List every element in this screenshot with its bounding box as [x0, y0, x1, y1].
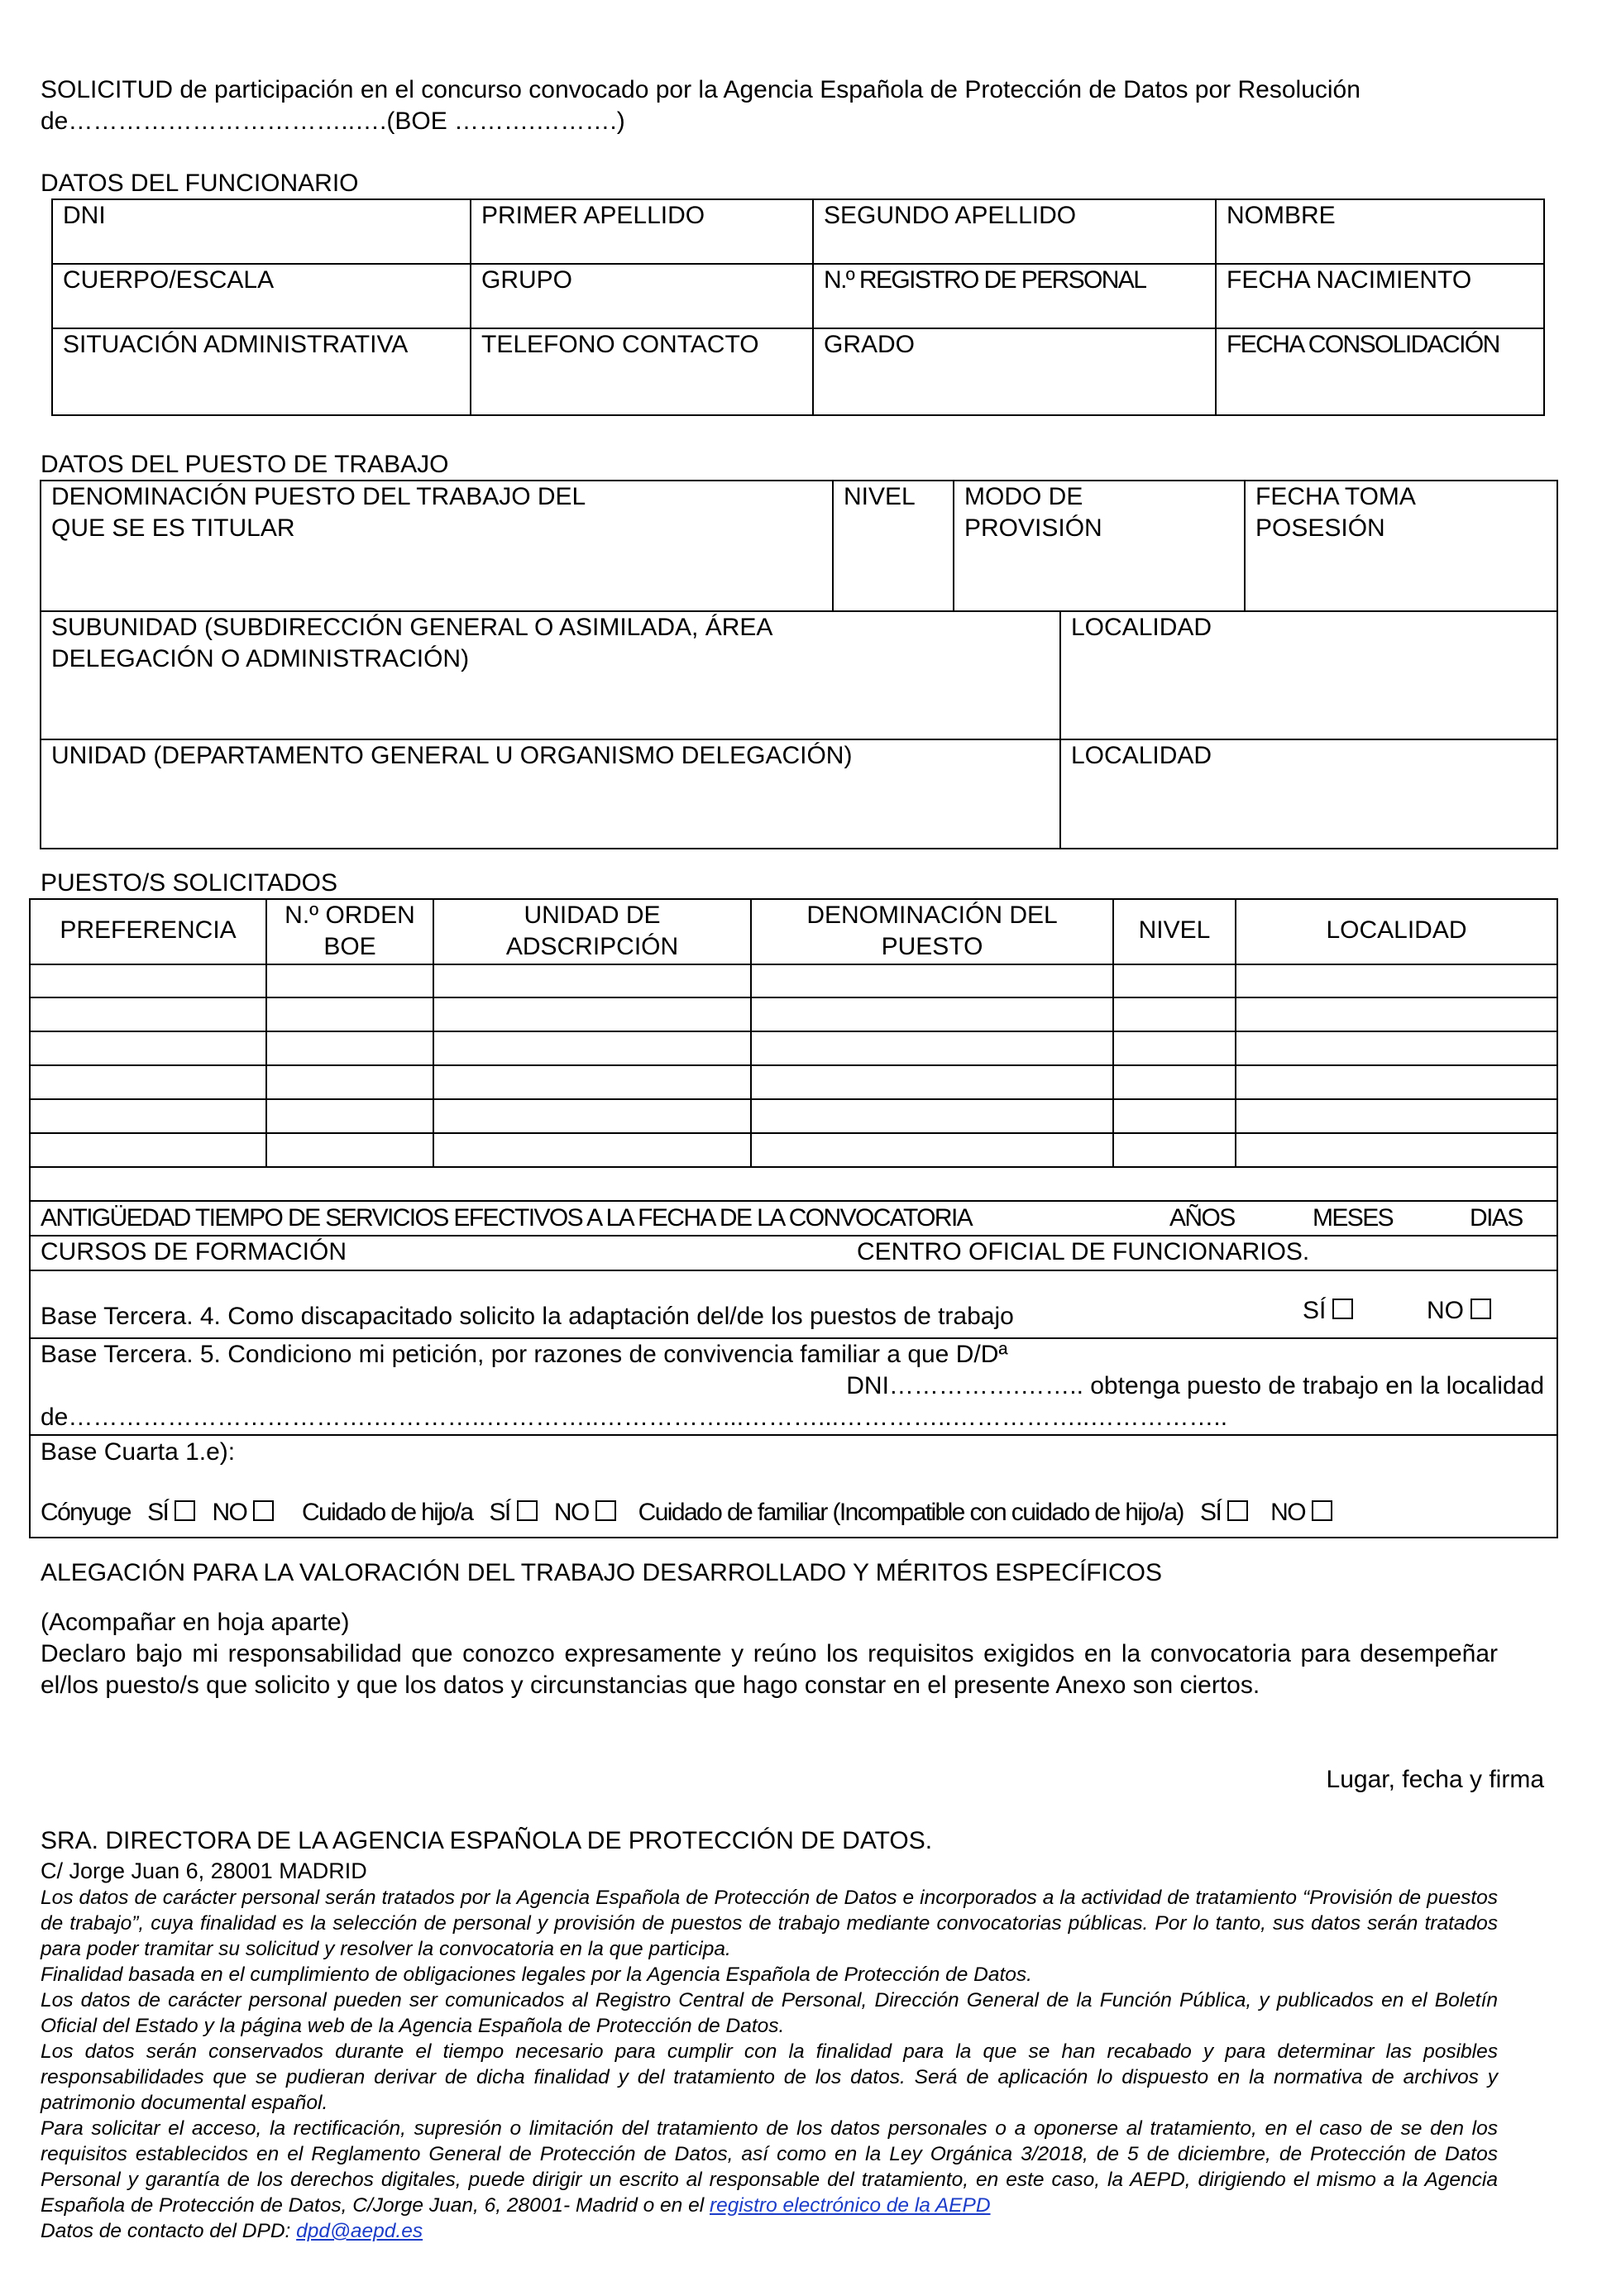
field-grupo: GRUPO: [481, 266, 573, 294]
antiguedad-dias: DIAS: [1470, 1204, 1523, 1232]
b4-si-option[interactable]: [1303, 1295, 1353, 1327]
registro-electronico-link[interactable]: registro electrónico de la AEPD: [710, 2194, 991, 2217]
field-denominacion-puesto-l2: QUE SE ES TITULAR: [51, 514, 295, 542]
b4-no-option[interactable]: [1427, 1295, 1491, 1327]
field-primer-apellido: PRIMER APELLIDO: [481, 202, 705, 229]
b4-si-label: SÍ: [1303, 1297, 1327, 1324]
field-denominacion-puesto-l1: DENOMINACIÓN PUESTO DEL TRABAJO DEL: [51, 483, 586, 510]
col-orden-l1: N.º ORDEN: [285, 902, 415, 929]
field-nivel: NIVEL: [844, 483, 916, 510]
cursos-formacion: CURSOS DE FORMACIÓN: [41, 1238, 347, 1265]
base-cuarta-options-row: [41, 1497, 1332, 1528]
header-line-2: de……………………………..….(BOE ……….……….): [41, 108, 625, 135]
field-situacion-administrativa: SITUACIÓN ADMINISTRATIVA: [63, 331, 409, 358]
col-denominacion-l2: PUESTO: [881, 933, 983, 960]
field-segundo-apellido: SEGUNDO APELLIDO: [824, 202, 1077, 229]
antiguedad-anios: AÑOS: [1169, 1204, 1235, 1232]
hijo-si-checkbox[interactable]: [517, 1500, 538, 1521]
field-cuerpo-escala: CUERPO/ESCALA: [63, 266, 275, 294]
b4-si-checkbox[interactable]: [1332, 1299, 1353, 1319]
conyuge-si-checkbox[interactable]: [175, 1500, 195, 1521]
dpd-email-link[interactable]: dpd@aepd.es: [296, 2220, 423, 2242]
col-unidad-l1: UNIDAD DE: [524, 902, 661, 929]
field-subunidad-l1: SUBUNIDAD (SUBDIRECCIÓN GENERAL O ASIMILADA, ÁREA: [51, 614, 773, 641]
col-unidad-l2: ADSCRIPCIÓN: [505, 933, 679, 960]
familiar-no-label: NO: [1270, 1499, 1305, 1526]
centro-oficial: CENTRO OFICIAL DE FUNCIONARIOS.: [857, 1238, 1310, 1265]
privacy-paragraph-5-text: Para solicitar el acceso, la rectificación, supresión o limitación del tratamiento de los datos personales o a oponerse al tratamiento, en el caso de se den los requisitos establecidos en el Reglamento General de Protección de Datos, así como en la Ley Orgánica 3/2018, de 5 de diciembre, de Protección de Datos Personal y garantía de los derechos digitales, puede dirigir un escrito al responsable del tratamiento, en este caso, la AEPD, dirigiendo el mismo a la Agencia Española de Protección de Datos, C/Jorge Juan, 6, 28001- Madrid o en el: [41, 2117, 1498, 2217]
cuidado-familiar-label: Cuidado de familiar (Incompatible con cuidado de hijo/a): [638, 1499, 1184, 1526]
lugar-fecha-firma: Lugar, fecha y firma: [1326, 1766, 1544, 1793]
base-tercera-5-l1: Base Tercera. 5. Condiciono mi petición, por razones de convivencia familiar a que D/Dª: [41, 1341, 1008, 1368]
familiar-si-label: SÍ: [1200, 1499, 1222, 1526]
privacy-paragraph-5: [41, 2116, 1498, 2218]
privacy-paragraph-1: Los datos de carácter personal serán tratados por la Agencia Española de Protección de Datos e incorporados a la actividad de tratamiento “Provisión de puestos de trabajo”, cuya finalidad es la selección de personal y provisión de puestos de trabajo mediante convocatorias públicas. Por lo tanto, sus datos serán tratados para poder tramitar su solicitud y resolver la convocatoria en la que participa.: [41, 1887, 1498, 1960]
declaracion-responsable: Declaro bajo mi responsabilidad que conozco expresamente y reúno los requisitos exigidos en la convocatoria para desempeñar el/los puesto/s que solicito y que los datos y circunstancias que hago constar en el presente Anexo son ciertos.: [41, 1640, 1498, 1699]
direccion-line: C/ Jorge Juan 6, 28001 MADRID: [41, 1858, 367, 1883]
col-localidad: LOCALIDAD: [1326, 916, 1467, 944]
base-cuarta: Base Cuarta 1.e):: [41, 1438, 236, 1466]
solicitados-title: PUESTO/S SOLICITADOS: [41, 869, 337, 897]
field-fecha-consolidacion: FECHA CONSOLIDACIÓN: [1227, 331, 1499, 358]
conyuge-label: Cónyuge: [41, 1499, 131, 1526]
col-denominacion-l1: DENOMINACIÓN DEL: [806, 902, 1058, 929]
antiguedad-meses: MESES: [1313, 1204, 1394, 1232]
familiar-si-checkbox[interactable]: [1227, 1500, 1248, 1521]
field-fecha-nacimiento: FECHA NACIMIENTO: [1227, 266, 1472, 294]
b4-no-label: NO: [1427, 1297, 1464, 1324]
field-telefono-contacto: TELEFONO CONTACTO: [481, 331, 759, 358]
field-modo-provision-l1: MODO DE: [964, 483, 1083, 510]
hijo-no-label: NO: [553, 1499, 589, 1526]
privacy-paragraph-3: Los datos de carácter personal pueden ser comunicados al Registro Central de Personal, Dirección General de la Función Pública, y publicados en el Boletín Oficial del Estado y la página web de la Agencia Española de Protección de Datos.: [41, 1989, 1498, 2037]
hijo-no-checkbox[interactable]: [595, 1500, 616, 1521]
b4-no-checkbox[interactable]: [1470, 1299, 1491, 1319]
conyuge-no-checkbox[interactable]: [253, 1500, 274, 1521]
field-localidad-1: LOCALIDAD: [1071, 614, 1212, 641]
col-nivel: NIVEL: [1138, 916, 1211, 944]
antiguedad-label: ANTIGÜEDAD TIEMPO DE SERVICIOS EFECTIVOS A LA FECHA DE LA CONVOCATORIA: [41, 1204, 973, 1232]
field-nombre: NOMBRE: [1227, 202, 1336, 229]
field-modo-provision-l2: PROVISIÓN: [964, 514, 1102, 542]
puesto-trabajo-title: DATOS DEL PUESTO DE TRABAJO: [41, 451, 449, 478]
field-subunidad-l2: DELEGACIÓN O ADMINISTRACIÓN): [51, 645, 470, 672]
field-dni: DNI: [63, 202, 106, 229]
field-localidad-2: LOCALIDAD: [1071, 742, 1212, 769]
field-grado: GRADO: [824, 331, 916, 358]
privacy-paragraph-4: Los datos serán conservados durante el tiempo necesario para cumplir con la finalidad para la que se han recabado y para determinar las posibles responsabilidades que se pudieran derivar de dicha finalidad y del tratamiento de los datos. Será de aplicación lo dispuesto en la normativa de archivos y patrimonio documental español.: [41, 2040, 1498, 2114]
base-tercera-4: Base Tercera. 4. Como discapacitado solicito la adaptación del/de los puestos de trabajo: [41, 1303, 1014, 1330]
dpd-label: Datos de contacto del DPD:: [41, 2220, 291, 2242]
field-registro-personal: N.º REGISTRO DE PERSONAL: [824, 266, 1146, 294]
alegacion-acompanar: (Acompañar en hoja aparte): [41, 1609, 350, 1636]
base-tercera-5-l2: DNI…………….…….. obtenga puesto de trabajo en la localidad: [846, 1372, 1544, 1399]
field-unidad: UNIDAD (DEPARTAMENTO GENERAL U ORGANISMO DELEGACIÓN): [51, 742, 853, 769]
col-preferencia: PREFERENCIA: [60, 916, 237, 944]
familiar-no-checkbox[interactable]: [1312, 1500, 1332, 1521]
directora-line: SRA. DIRECTORA DE LA AGENCIA ESPAÑOLA DE PROTECCIÓN DE DATOS.: [41, 1827, 933, 1854]
field-fecha-toma-l2: POSESIÓN: [1255, 514, 1385, 542]
col-orden-l2: BOE: [323, 933, 376, 960]
field-fecha-toma-l1: FECHA TOMA: [1255, 483, 1416, 510]
conyuge-no-label: NO: [212, 1499, 247, 1526]
hijo-si-label: SÍ: [489, 1499, 510, 1526]
alegacion-title: ALEGACIÓN PARA LA VALORACIÓN DEL TRABAJO DESARROLLADO Y MÉRITOS ESPECÍFICOS: [41, 1559, 1162, 1586]
funcionario-title: DATOS DEL FUNCIONARIO: [41, 170, 359, 197]
cuidado-hijo-label: Cuidado de hijo/a: [301, 1499, 473, 1526]
conyuge-si-label: SÍ: [147, 1499, 169, 1526]
base-tercera-5-l3: de……………………………….…………..…………..……………...………...…………..……………..……………..: [41, 1404, 1228, 1431]
header-line-1: SOLICITUD de participación en el concurso convocado por la Agencia Española de Protección de Datos por Resolución: [41, 76, 1361, 103]
privacy-paragraph-2: Finalidad basada en el cumplimiento de obligaciones legales por la Agencia Española de Protección de Datos.: [41, 1964, 1032, 1986]
dpd-contact: [41, 2218, 1498, 2244]
